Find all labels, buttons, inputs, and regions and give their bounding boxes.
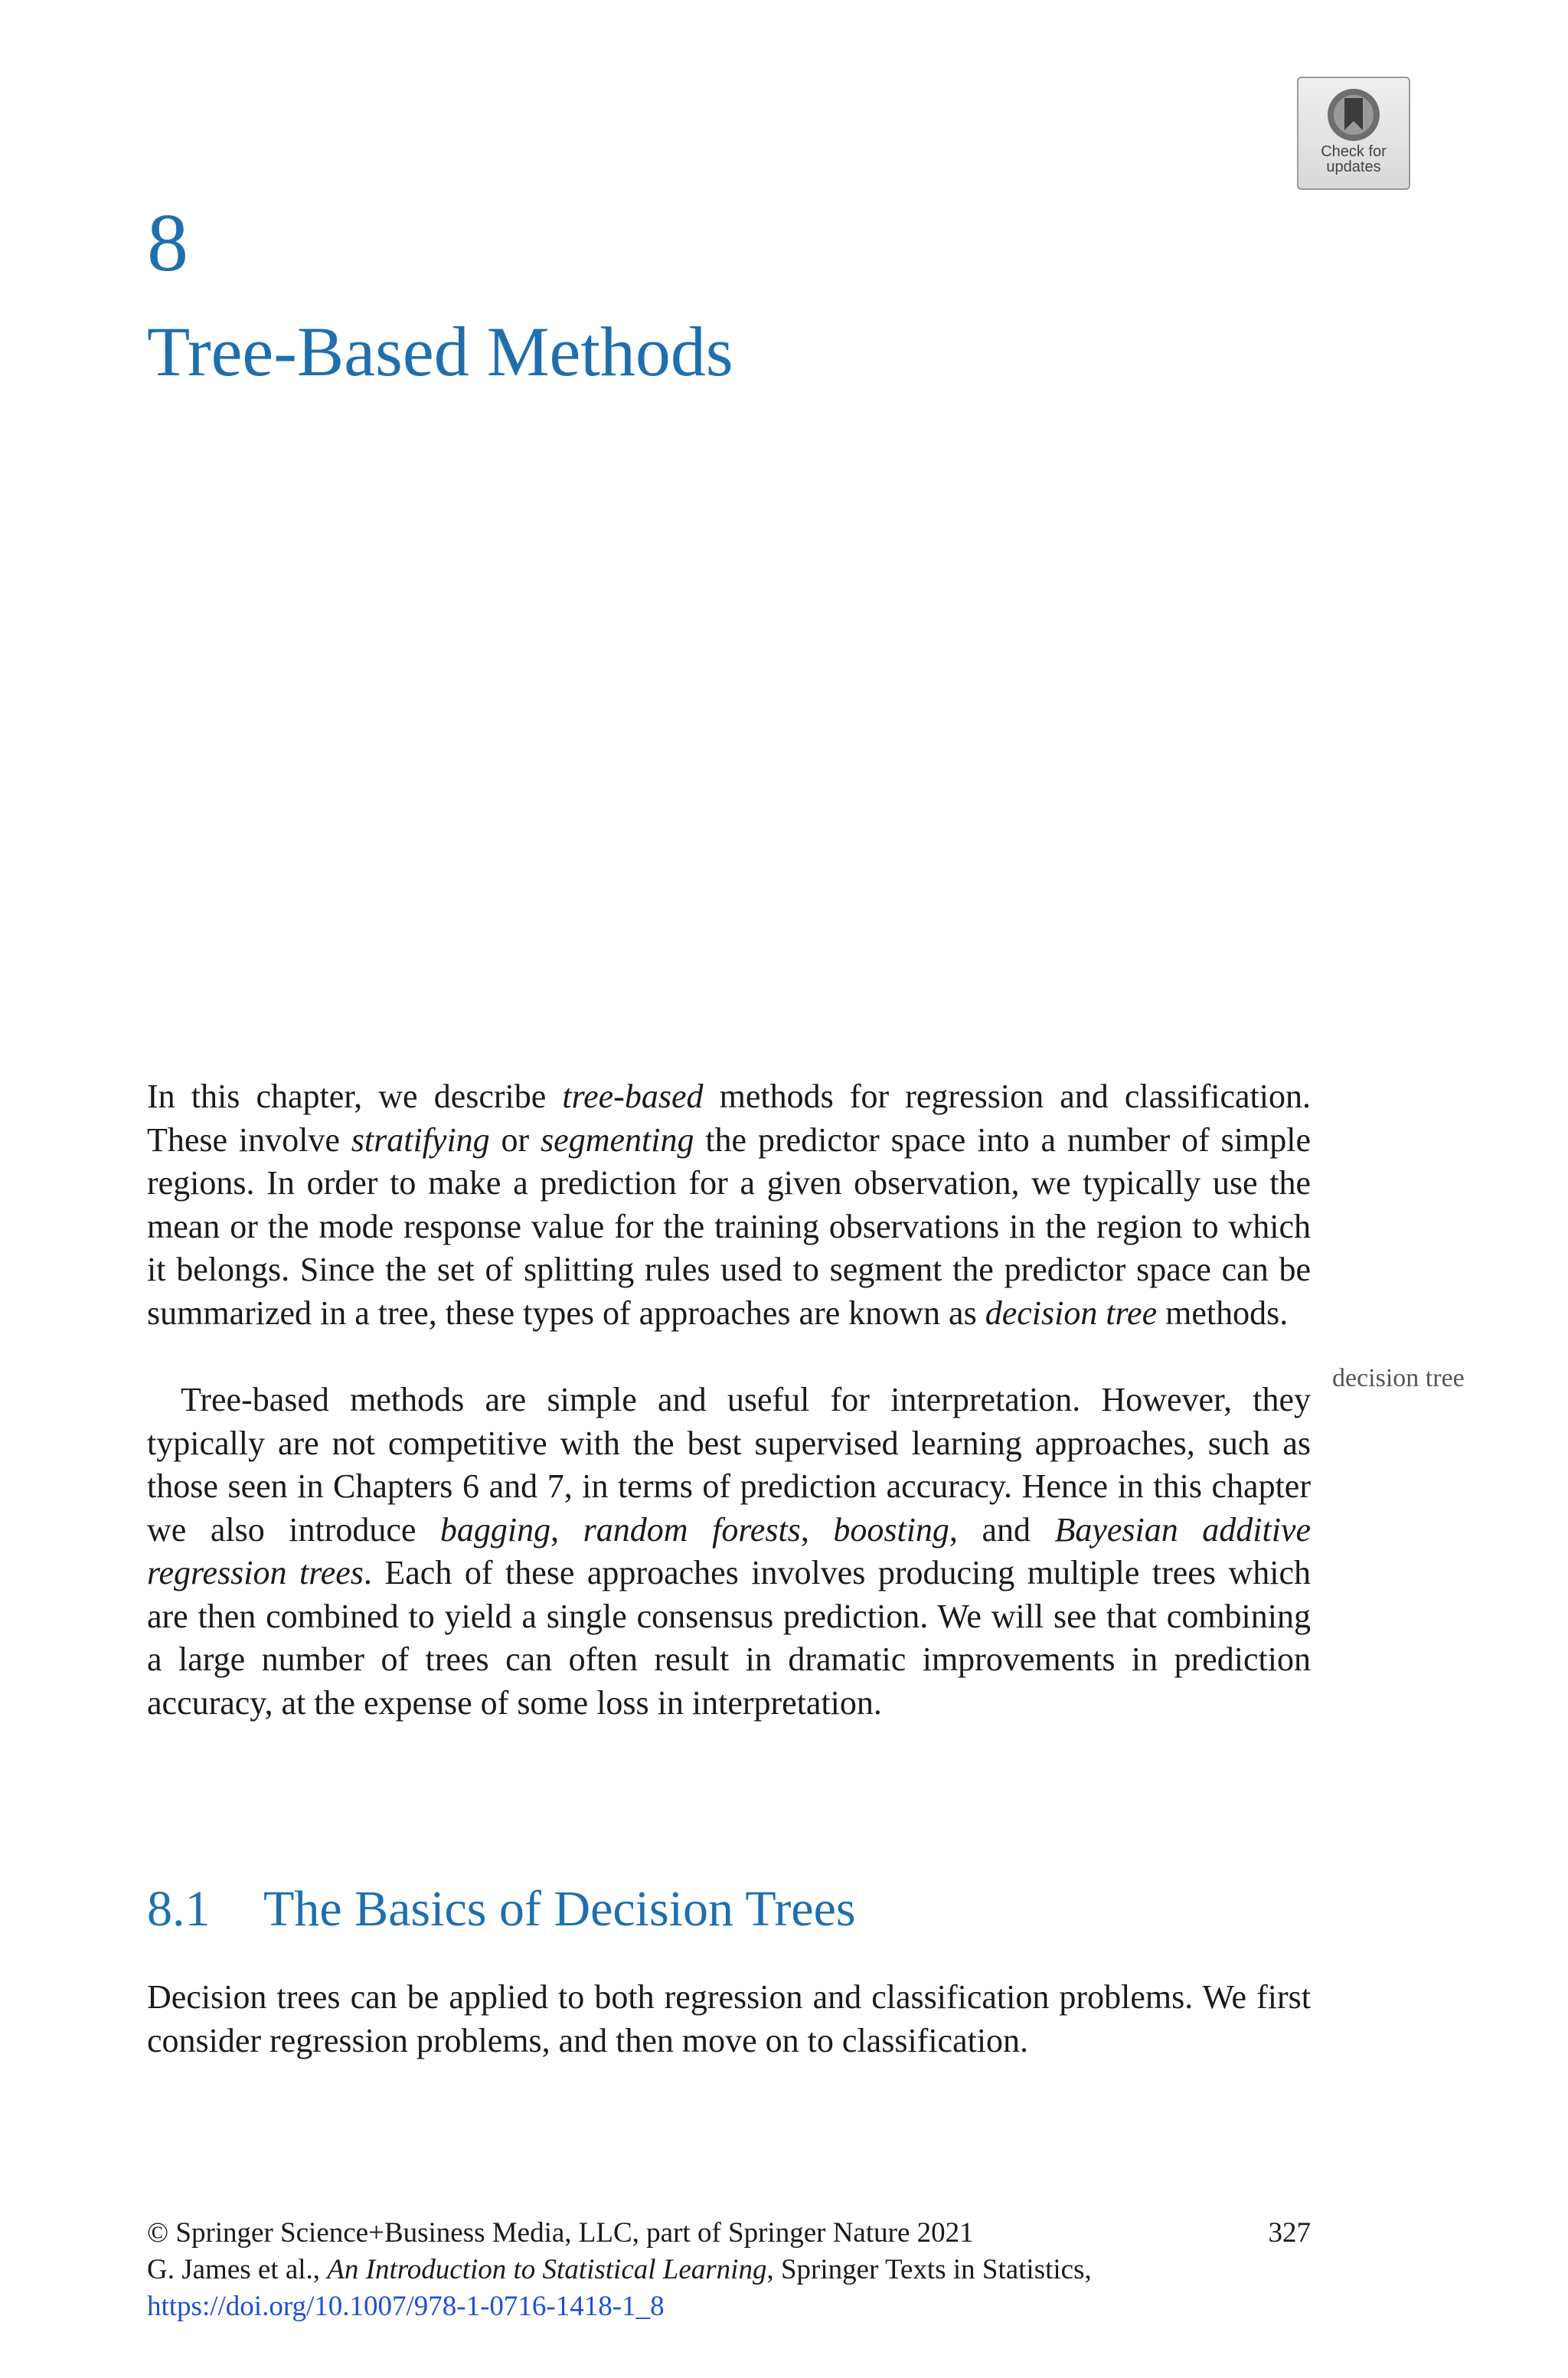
chapter-number: 8 bbox=[147, 198, 188, 289]
text-run: methods. bbox=[1157, 1294, 1289, 1332]
section-paragraph: Decision trees can be applied to both regression and classification problems. We first consider regression problems, and then move on to classification. bbox=[147, 1978, 1311, 2059]
copyright-line: © Springer Science+Business Media, LLC, part of Springer Nature 2021 bbox=[147, 2217, 974, 2249]
citation-line bbox=[147, 2252, 1311, 2288]
doi-link[interactable]: https://doi.org/10.1007/978-1-0716-1418-1_8 bbox=[147, 2291, 665, 2322]
section-title: The Basics of Decision Trees bbox=[263, 1881, 856, 1937]
badge-label-line1: Check for bbox=[1321, 143, 1387, 160]
bookmark-icon bbox=[1325, 86, 1383, 144]
text-run: , and bbox=[949, 1510, 1055, 1549]
intro-paragraph-2 bbox=[147, 1379, 1311, 1725]
intro-paragraph-1 bbox=[147, 1075, 1311, 1335]
emphasis-term: random forests bbox=[583, 1510, 801, 1549]
page-number: 327 bbox=[1268, 2217, 1311, 2249]
text-run: or bbox=[489, 1120, 541, 1159]
emphasis-term: boosting bbox=[833, 1510, 949, 1549]
emphasis-term: stratifying bbox=[351, 1120, 490, 1159]
emphasis-term: decision tree bbox=[985, 1294, 1158, 1332]
text-run: Tree-based methods are simple and useful for interpretation. However, they typically are not competitive with the best supervised learning approaches, such as those seen in Chapters 6 and 7, in terms of prediction accuracy. Hence in this chapter we also introduce bbox=[147, 1381, 1311, 1549]
citation-series: , Springer Texts in Statistics, bbox=[766, 2254, 1092, 2285]
page-footer bbox=[147, 2215, 1311, 2325]
text-run: the predictor space into a number of simple regions. In order to make a prediction for a given observation, we typically use the mean or the mode response value for the training observations in the region to which it belongs. Since the set of splitting rules used to segment the predictor space can be summarized in a tree, these types of approaches are known as bbox=[147, 1120, 1312, 1332]
emphasis-term: Bayesian additive regression trees bbox=[147, 1510, 1312, 1591]
emphasis-term: segmenting bbox=[541, 1120, 694, 1159]
text-run: , bbox=[800, 1510, 834, 1549]
text-run: , bbox=[550, 1510, 583, 1549]
text-run: In this chapter, we describe bbox=[147, 1078, 563, 1115]
section-heading bbox=[147, 1875, 856, 1944]
text-run: methods for regression and classification. These involve bbox=[147, 1078, 1311, 1159]
badge-label-line2: updates bbox=[1326, 159, 1381, 175]
citation-authors: G. James et al., bbox=[147, 2254, 328, 2285]
check-for-updates-badge[interactable] bbox=[1297, 77, 1410, 190]
chapter-title: Tree-Based Methods bbox=[147, 312, 733, 391]
margin-note: decision tree bbox=[1332, 1364, 1465, 1392]
book-title: An Introduction to Statistical Learning bbox=[327, 2254, 767, 2285]
section-number: 8.1 bbox=[147, 1881, 211, 1937]
emphasis-term: bagging bbox=[439, 1510, 551, 1549]
emphasis-term: tree-based bbox=[562, 1078, 704, 1115]
text-run: . Each of these approaches involves producing multiple trees which are then combined to yield a single consensus prediction. We will see that combining a large number of trees can often result in dramatic improvements in prediction accuracy, at the expense of some loss in interpretation. bbox=[147, 1554, 1311, 1722]
